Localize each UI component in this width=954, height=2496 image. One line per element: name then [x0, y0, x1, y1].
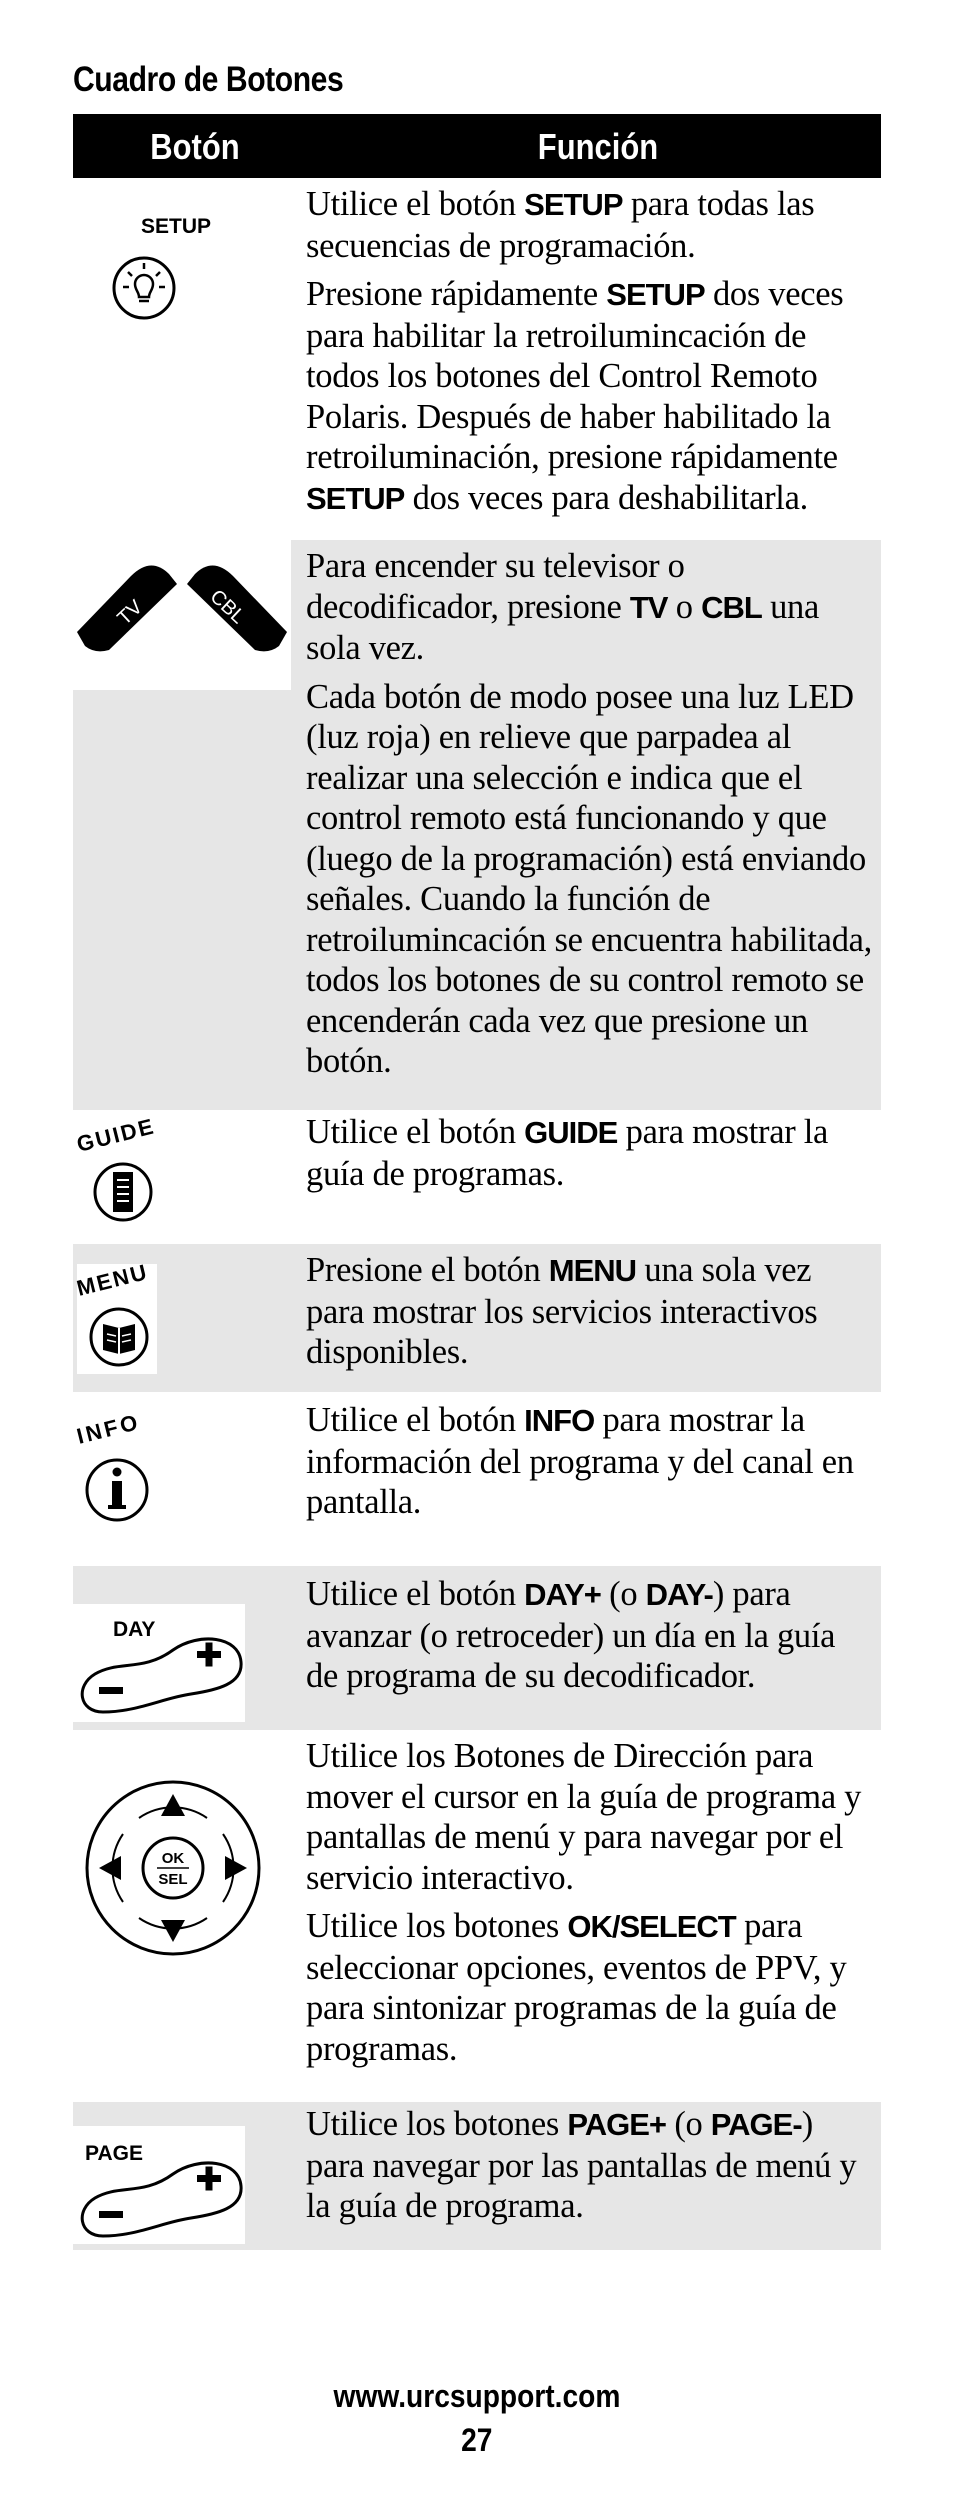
row-setup	[73, 178, 881, 534]
row-day	[73, 1566, 881, 1730]
para-1: Utilice los botones PAGE+ (o PAGE-) para navegar por las pantallas de menú y la guía de programa.	[306, 2105, 857, 2225]
row-text	[306, 1112, 873, 1194]
para-2: Presione rápidamente SETUP dos veces para habilitar la retroilumincación de todos los botones del Control Remoto Polaris. Después de haber habilitado la retroiluminación, presione rápidamente SETUP dos veces para deshabilitarla.	[306, 275, 844, 517]
setup-light-icon	[73, 178, 291, 378]
row-menu	[73, 1244, 881, 1392]
icon-label-tv: TV	[113, 596, 148, 630]
header-funcion: Función	[537, 126, 659, 167]
row-tv-cbl	[73, 540, 881, 1110]
row-text	[306, 1736, 873, 2069]
para-2: Cada botón de modo posee una luz LED (luz roja) en relieve que parpadea al realizar una selección e indica que el control remoto está funcionando y que (luego de la programación) está enviando señales. Cuando la función de retroilumincación se encuentra habilitada, todos los botones de su control remoto se encenderán cada vez que presione un botón.	[306, 677, 872, 1080]
icon-label-menu: MENU	[74, 1258, 151, 1301]
day-plus-minus-icon	[73, 1566, 291, 1730]
row-text	[306, 2104, 873, 2227]
direction-ok-sel-icon	[73, 1730, 291, 1990]
page-title: Cuadro de Botones	[73, 60, 344, 99]
footer-url: www.urcsupport.com	[333, 2378, 621, 2414]
tv-cbl-mode-icon	[73, 540, 291, 690]
icon-label-sel: SEL	[158, 1871, 188, 1888]
page-number: 27	[461, 2422, 493, 2458]
row-text	[306, 184, 873, 519]
guide-icon	[73, 1110, 291, 1244]
header-boton: Botón	[150, 126, 240, 167]
row-info	[73, 1392, 881, 1566]
para-1: Utilice el botón DAY+ (o DAY-) para avanzar (o retroceder) un día en la guía de programa de su decodificador.	[306, 1575, 836, 1695]
row-guide	[73, 1110, 881, 1244]
icon-label-day: DAY	[113, 1618, 156, 1641]
row-page	[73, 2102, 881, 2250]
row-text	[306, 546, 873, 1082]
page-plus-minus-icon	[73, 2102, 291, 2250]
info-icon	[73, 1392, 291, 1532]
para-1: Para encender su televisor o decodificador, presione TV o CBL una sola vez.	[306, 547, 820, 667]
para-1: Utilice el botón INFO para mostrar la información del programa y del canal en pantalla.	[306, 1401, 854, 1521]
row-text	[306, 1574, 873, 1697]
icon-label-info: INFO	[74, 1408, 143, 1449]
icon-label-cbl: CBL	[205, 585, 250, 629]
row-direction	[73, 1730, 881, 2102]
icon-label-setup: SETUP	[141, 215, 212, 238]
para-1: Utilice el botón SETUP para todas las secuencias de programación.	[306, 185, 815, 265]
row-text	[306, 1250, 873, 1373]
row-text	[306, 1400, 873, 1523]
para-1: Utilice el botón GUIDE para mostrar la guía de programas.	[306, 1113, 829, 1193]
table-header	[73, 114, 881, 178]
para-1: Presione el botón MENU una sola vez para mostrar los servicios interactivos disponibles.	[306, 1251, 818, 1371]
para-2: Utilice los botones OK/SELECT para seleccionar opciones, eventos de PPV, y para sintonizar programas de la guía de programas.	[306, 1907, 847, 2068]
menu-book-icon	[73, 1244, 291, 1384]
icon-label-ok: OK	[161, 1850, 185, 1867]
icon-label-guide: GUIDE	[74, 1113, 158, 1157]
icon-label-page: PAGE	[85, 2142, 143, 2165]
para-1: Utilice los Botones de Dirección para mover el cursor en la guía de programa y pantallas de menú y para navegar por el servicio interactivo.	[306, 1737, 862, 1897]
